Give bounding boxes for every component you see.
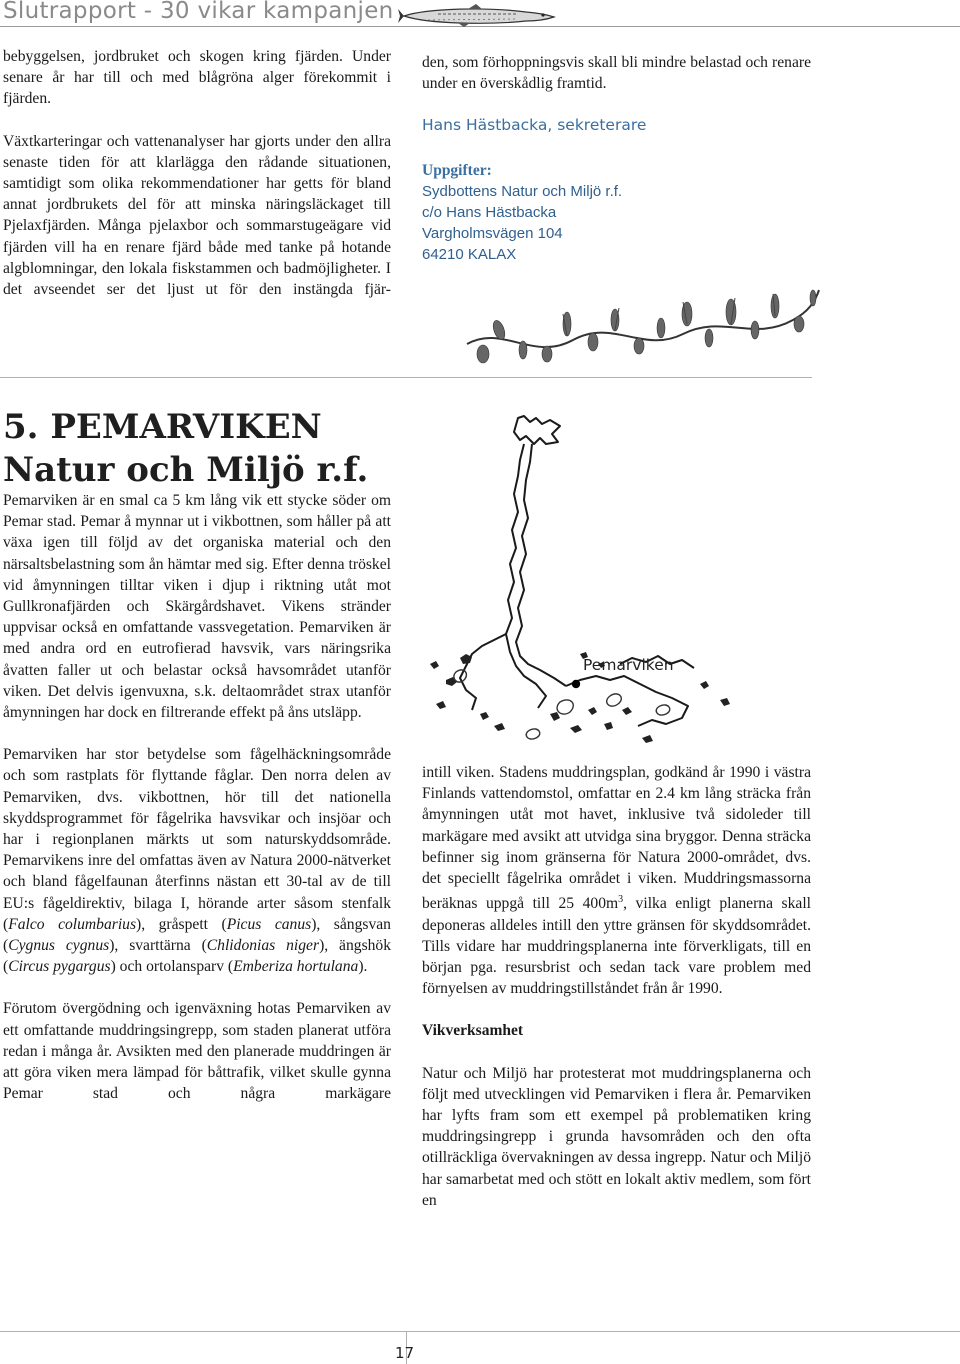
paragraph-text: ), gråspett ( bbox=[136, 915, 227, 933]
contact-line: 64210 KALAX bbox=[422, 246, 517, 263]
author-signature: Hans Hästbacka, sekreterare bbox=[422, 116, 647, 134]
intro-paragraph-3: den, som förhoppningsvis skall bli mindre belastad och renare under en överskådlig framtid. bbox=[422, 54, 811, 93]
paragraph-text: Pemarviken har stor betydelse som fågelhäckningsområde och som rastplats för flyttande fåglar. Den norra delen av Pemarviken, dvs. vikbottnen, hör till det nationella skyddsprogrammet för fågelrika havsvikar och insjöar och har i regionplanen märkts ut som naturskyddsområde. Pemarvikens inre del omfattas även av Natura 2000-nätverket och bland fågelfaunan återfinns nästan ett 30-tal av de till EU:s fågeldirektiv, bilaga I, hörande arter såsom stenfalk ( bbox=[3, 746, 391, 933]
species-name: Cygnus cygnus bbox=[8, 937, 110, 955]
main-right-column bbox=[422, 762, 811, 1211]
species-name: Picus canus bbox=[226, 915, 312, 933]
section-title: 5. PEMARVIKEN bbox=[3, 407, 322, 447]
intro-left-column bbox=[3, 46, 391, 300]
paragraph-text: intill viken. Stadens muddringsplan, godkänd år 1990 i västra Finlands vattendomstol, omfattar en 2.4 km lång sträcka från åmynningen utåt mot havet, inklusive två sidoleder till markägare med avsikt att utvidga sina bryggor. Denna sträcka befinner sig inom gränserna för Natura 2000-området, dvs. det speciellt fågelrika området i viken. Muddringsmassorna beräknas uppgå till 25 400m bbox=[422, 764, 811, 913]
contact-line: Sydbottens Natur och Miljö r.f. bbox=[422, 183, 623, 200]
species-name: Circus pygargus bbox=[8, 958, 111, 976]
pemarviken-map bbox=[420, 414, 812, 756]
section-divider bbox=[0, 377, 812, 378]
body-paragraph-3: Förutom övergödning och igenväxning hotas Pemarviken av ett omfattande muddringsingrepp, som staden planerat utföra redan i många år. Avsikten med den planerade muddringen är att göra viken mera lämpad för båttrafik, vilket skulle gynna Pemar stad och några markägare bbox=[3, 1000, 391, 1103]
body-paragraph-2 bbox=[3, 744, 391, 977]
contact-line: c/o Hans Hästbacka bbox=[422, 204, 557, 221]
intro-right-column bbox=[422, 52, 811, 94]
body-paragraph-1: Pemarviken är en smal ca 5 km lång vik ett stycke söder om Pemar stad. Pemar å mynnar ut i vikbottnen, som håller på att växa igen till följd av det organiska material och den närsaltsbelastning som ån hämtar med sig. Efter denna tröskel vid åmynningen tilltar viken i djup i riktning utåt mot Gullkronafjärden och Skärgårdshavet. Vikens stränder uppvisar också en omfattande vassvegetation. Pemarviken är med andra ord en eutrofierad havsvik, vars näringsrika åvatten faller ut och belastar också havsområdet utanför viken. Det delvis igenvuxna, s.k. deltaområdet strax utanför åmynningen har dock en filtrerande effekt på åns utsläpp. bbox=[3, 492, 391, 722]
main-left-column bbox=[3, 490, 391, 1104]
paragraph-text: ), ängshök ( bbox=[3, 937, 392, 976]
species-name: Emberiza hortulana bbox=[233, 958, 359, 976]
pike-illustration-icon bbox=[398, 0, 558, 30]
paragraph-text: ). bbox=[358, 958, 368, 976]
superscript: 3 bbox=[618, 894, 624, 906]
contact-line: Vargholmsvägen 104 bbox=[422, 225, 563, 242]
body-paragraph-5: Natur och Miljö har protesterat mot muddringsplanerna och följt med utvecklingen vid Pemarviken i flera år. Pemarviken har lyfts fram som ett exempel på problematiken kring muddringsingrepp i grunda havsområden och den ofta otillräckliga övervakningen av dessa ingrepp. Natur och Miljö har samarbetat med och stött en lokalt aktiv medlem, som fört en bbox=[422, 1064, 811, 1209]
plant-vine-illustration-icon bbox=[463, 284, 823, 368]
page-number: 17 bbox=[395, 1344, 415, 1362]
paragraph-text: , vilka enligt planerna skall deponeras alldeles intill den yttre gränsen för skyddsområdet. Tills vidare har muddringsplanerna inte förverkligats, till en början pga. resursbrist och sedan tack vare problem med förnyelsen av muddringstillståndet från år 1990. bbox=[422, 895, 811, 998]
running-header: Slutrapport - 30 vikar kampanjen bbox=[3, 0, 394, 24]
map-label: Pemarviken bbox=[583, 656, 674, 674]
section-subtitle: Natur och Miljö r.f. bbox=[3, 450, 369, 490]
subheading: Vikverksamhet bbox=[422, 1022, 524, 1040]
intro-paragraph-2: Växtkarteringar och vattenanalyser har gjorts under den allra senaste tiden för att klarlägga den rådande situationen, samtidigt som olika rekommendationer har getts för bland annat jordbrukets del för att minska näringsläckaget till Pjelaxfjärden. Många pjelaxbor och sommarstugeägare vid fjärden vill ha en renare fjärd både med tanke på hotande algblomningar, den lokala fiskstammen och badmöjligheter. I det avseendet ser det ljust ut för den instängda fjär- bbox=[3, 132, 391, 299]
footer-rule bbox=[0, 1331, 960, 1332]
paragraph-text: ) och ortolansparv ( bbox=[110, 958, 234, 976]
contact-heading: Uppgifter: bbox=[422, 162, 492, 179]
paragraph-text: ), svarttärna ( bbox=[109, 937, 207, 955]
intro-paragraph-1: bebyggelsen, jordbruket och skogen kring fjärden. Under senare år har till och med blågröna alger förekommit i fjärden. bbox=[3, 48, 391, 108]
body-paragraph-4 bbox=[422, 762, 811, 999]
contact-block bbox=[422, 160, 622, 265]
paragraph-text: ), sångsvan ( bbox=[3, 915, 391, 955]
species-name: Falco columbarius bbox=[8, 915, 137, 933]
species-name: Chlidonias niger bbox=[206, 937, 320, 955]
